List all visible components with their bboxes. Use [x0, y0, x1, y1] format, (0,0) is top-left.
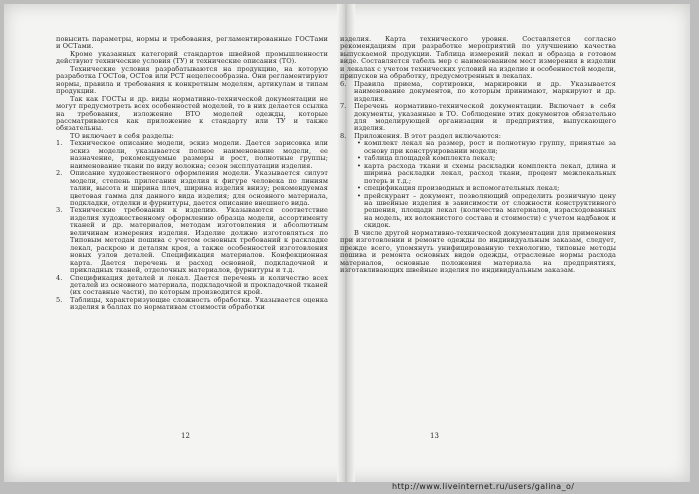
list-item-5 — [56, 297, 328, 312]
bullet-text: таблица площадей комплекта лекал; — [364, 154, 496, 163]
list-item-1 — [56, 140, 328, 170]
left-para-1: Кроме указанных категорий стандартов швейной промышленности действуют технические условия (ТУ) и технические описания (ТО). — [56, 49, 328, 66]
bullet-item-1 — [340, 140, 616, 155]
list-item-7 — [340, 103, 616, 133]
list-text: Правила приема, сортировки, маркировки и др. Указывается наименование документов, по которым принимают, маркируют и др. изделия. — [354, 79, 616, 103]
source-url-watermark: http://www.liveinternet.ru/users/galina_o/ — [392, 482, 575, 491]
bullet-text: комплект лекал на размер, рост и полнотную группу, принятые за основу при конструировании модели; — [364, 139, 616, 155]
list-text: Техническое описание модели, эскиз модели. Дается зарисовка или эскиз модели, указывается полное наименование модели, ее назначение, рекомендуемые размеры и рост, полнотные группы; наименование ткани по виду волокна; сезон эксплуатации изделия. — [70, 139, 328, 170]
bullet-item-5 — [340, 193, 616, 230]
bullet-icon: • — [357, 139, 361, 148]
list-item-4 — [56, 275, 328, 297]
list-number: 8. — [340, 131, 347, 140]
list-text: Приложения. В этот раздел включаются: — [354, 131, 501, 140]
right-intro: изделия. Карта технического уровня. Составляется согласно рекомендациям при разработке мероприятий по улучшению качества выпускаемой продукции. Таблица измерений лекал и образца в готовом виде. Составляется табель мер с наименованием мест измерения в изделии и лекалах с учетом технических условий на изделие и особенностей модели, припусков на обработку, предусмотренных в лекалах. — [340, 36, 616, 81]
list-number: 5. — [56, 295, 63, 304]
list-number: 3. — [56, 206, 63, 215]
list-item-2 — [56, 170, 328, 207]
list-item-3 — [56, 207, 328, 274]
list-text: Спецификация деталей и лекал. Дается перечень и количество всех деталей из основного материала, подкладочной и прокладочной тканей (их составные части), по которым производится крой. — [70, 273, 328, 297]
list-number: 6. — [340, 79, 347, 88]
left-para-2: Технические условия разрабатываются на продукцию, на которую разработка ГОСТов, ОСТов или РСТ нецелесообразна. Они регламентируют нормы, правила и требования к конкретным моделям, артикулам и типам продукции. — [56, 64, 328, 96]
bullet-icon: • — [357, 154, 361, 163]
list-number: 1. — [56, 139, 63, 148]
bullet-icon: • — [357, 161, 361, 170]
page-number-right: 13 — [430, 432, 439, 440]
list-text: Перечень нормативно-технической документации. Включает в себя документы, указанные в ТО. Соблюдение этих документов обязательно для моделирующей организации и предприятия, выпускающего изделия. — [354, 102, 616, 133]
bullet-item-3 — [340, 163, 616, 185]
list-number: 2. — [56, 169, 63, 178]
list-item-6 — [340, 81, 616, 103]
bullet-text: спецификация производных и вспомогательных лекал; — [364, 184, 560, 193]
list-text: Описание художественного оформления модели. Указывается силуэт модели, степень прилегания изделия к фигуре человека по линиям талии, высота и ширина плеч, ширина изделия внизу; рекомендуемая цветовая гамма для данного вида изделия; для основного материала, подкладки, отделки и фурнитуры, дается описание внешнего вида. — [70, 169, 328, 207]
bullet-text: карта расхода ткани и схемы раскладки комплекта лекал, длина и ширина раскладки лекал, расход ткани, процент межлекальных потерь и т.д.; — [364, 161, 616, 185]
bullet-text: прейскурант – документ, позволяющий определить розничную цену на швейные изделия в зависимости от сложности конструктивного решения, площади лекал (количества материалов, израсходованных на модель, их волокнистого состава и стоимости) с учетом надбавок и скидок. — [364, 191, 616, 230]
right-page — [340, 36, 616, 436]
page-number-left: 12 — [181, 432, 190, 440]
bullet-icon: • — [357, 191, 361, 200]
left-para-3: Так как ГОСТы и др. виды нормативно-технической документации не могут предусмотреть всех особенностей моделей, то в них делается ссылка на требования, изложение ВТО моделей одежды, которые рассматриваются как приложение к стандарту или ТУ и также обязательны. — [56, 94, 328, 133]
right-closing-para: В числе другой нормативно-технической документации для применения при изготовлении и ремонте одежды по индивидуальным заказам, следует, прежде всего, упомянуть унифицированную технологию, типовые методы пошива и ремонта основных видов одежды, отраслевые нормы расхода материалов, основные положения материала на предприятиях, изготавливающих швейные изделия по индивидуальным заказам. — [340, 228, 616, 275]
left-para-4: ТО включает в себя разделы: — [70, 131, 174, 140]
bullet-icon: • — [357, 184, 361, 193]
left-intro: повысить параметры, нормы и требования, регламентированные ГОСТами и ОСТами. — [56, 36, 328, 51]
list-number: 7. — [340, 102, 347, 111]
list-text: Таблицы, характеризующие сложность обработки. Указывается оценка изделия в баллах по нормативам стоимости обработки — [70, 295, 328, 312]
left-page — [56, 36, 328, 436]
list-text: Технические требования к изделию. Указываются соответствие изделия художественному оформлению образца модели, ассортименту тканей и др. материалов, методам изготовления и абсолютным величинам измерения изделия. Изделие должно изготовляться по Типовым методам пошива с учетом основных требований к раскладке лекал, раскрою и деталям кроя, а также особенностей изготовления новых узлов деталей. Спецификация материалов. Конфекционная карта. Дается перечень и расход основной, подкладочной и прикладных тканей, отделочных материалов, фурнитуры и т.д. — [70, 206, 328, 275]
list-number: 4. — [56, 273, 63, 282]
